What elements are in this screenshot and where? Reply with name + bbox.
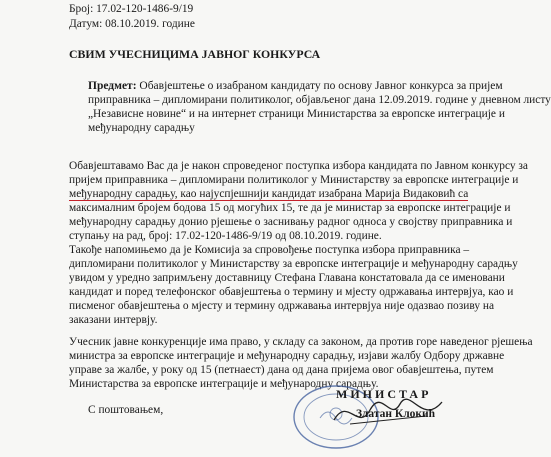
body3-line-3: управе за жалбе, у року од 15 (петнаест) дана од дана пријема овог обавјештења, путем xyxy=(69,364,494,376)
subject-line-2: приправника – дипломирани политиколог, објављеног дана 12.09.2019. године у дневном листу xyxy=(88,94,551,106)
document-date: Датум: 08.10.2019. године xyxy=(69,18,195,30)
body3-line-2: министра за европске интеграције и међународну сарадњу, изјави жалбу Одбору државне xyxy=(69,350,505,362)
body3-line-4: Министарства за европске интеграције и међународну сарадњу. xyxy=(69,378,379,390)
body1-line-5: међународну сарадњу донио рјешење о заснивању радног односа у својству приправника и xyxy=(69,216,513,228)
highlighted-selection-text: међународну сарадњу, као најуспјешнији кандидат изабрана Марија Видаковић са xyxy=(69,188,469,200)
body2-line-3: увидом у уредно запримљену доставницу Стефана Главана констатовала да се именовани xyxy=(69,272,505,284)
body2-line-6: заказани интервју. xyxy=(69,314,158,326)
body1-line-1: Обавјештавамо Вас да је након спроведеног поступка избора кандидата по Јавном конкурсу за xyxy=(69,160,528,172)
closing-text: С поштовањем, xyxy=(88,404,164,416)
body2-line-1: Такође напомињемо да је Комисија за спровођење поступка избора приправника – xyxy=(69,244,470,256)
body2-line-5: писменог обавјештења о мјесту и термину одржавања интервјуа није одазвао позиву на xyxy=(69,300,495,312)
subject-label: Предмет: xyxy=(88,80,137,92)
body1-line-4: максималним бројем бодова 15 од могућих 15, те да је министар за европске интеграције и xyxy=(69,202,511,214)
body2-line-4: кандидат и поред телефонског обавјештења о термину и мјесту одржавања интервјуа, као и xyxy=(69,286,514,298)
subject-line-1 xyxy=(88,80,503,93)
body1-line-2: пријем приправника – дипломирани политиколог у Министарству за европске интеграције и xyxy=(69,174,519,186)
body1-line-6: ступању на рад, број: 17.02-120-1486-9/19 од 08.10.2019. године. xyxy=(69,230,382,242)
subject-line-4: међународну сарадњу xyxy=(88,122,195,134)
document-number: Број: 17.02-120-1486-9/19 xyxy=(69,3,194,15)
addressee-title: СВИМ УЧЕСНИЦИМА ЈАВНОГ КОНКУРСА xyxy=(69,47,321,61)
subject-text-1: Обавјештење о изабраном кандидату по основу Јавног конкурса за пријем xyxy=(139,80,503,92)
body2-line-2: дипломирани политиколог у Министарству за европске интеграције и међународну сарадњу xyxy=(69,258,518,270)
signature-name: Златан Клокић xyxy=(356,408,436,420)
signature-title: МИНИСТАР xyxy=(336,387,432,401)
subject-line-3: „Независне новине“ и на интернет страници Министарства за европске интеграције и xyxy=(88,108,505,120)
body1-line-3 xyxy=(69,188,468,201)
body3-line-1: Учесник јавне конкуренције има право, у складу са законом, да против горе наведеног рјешења xyxy=(69,336,533,348)
